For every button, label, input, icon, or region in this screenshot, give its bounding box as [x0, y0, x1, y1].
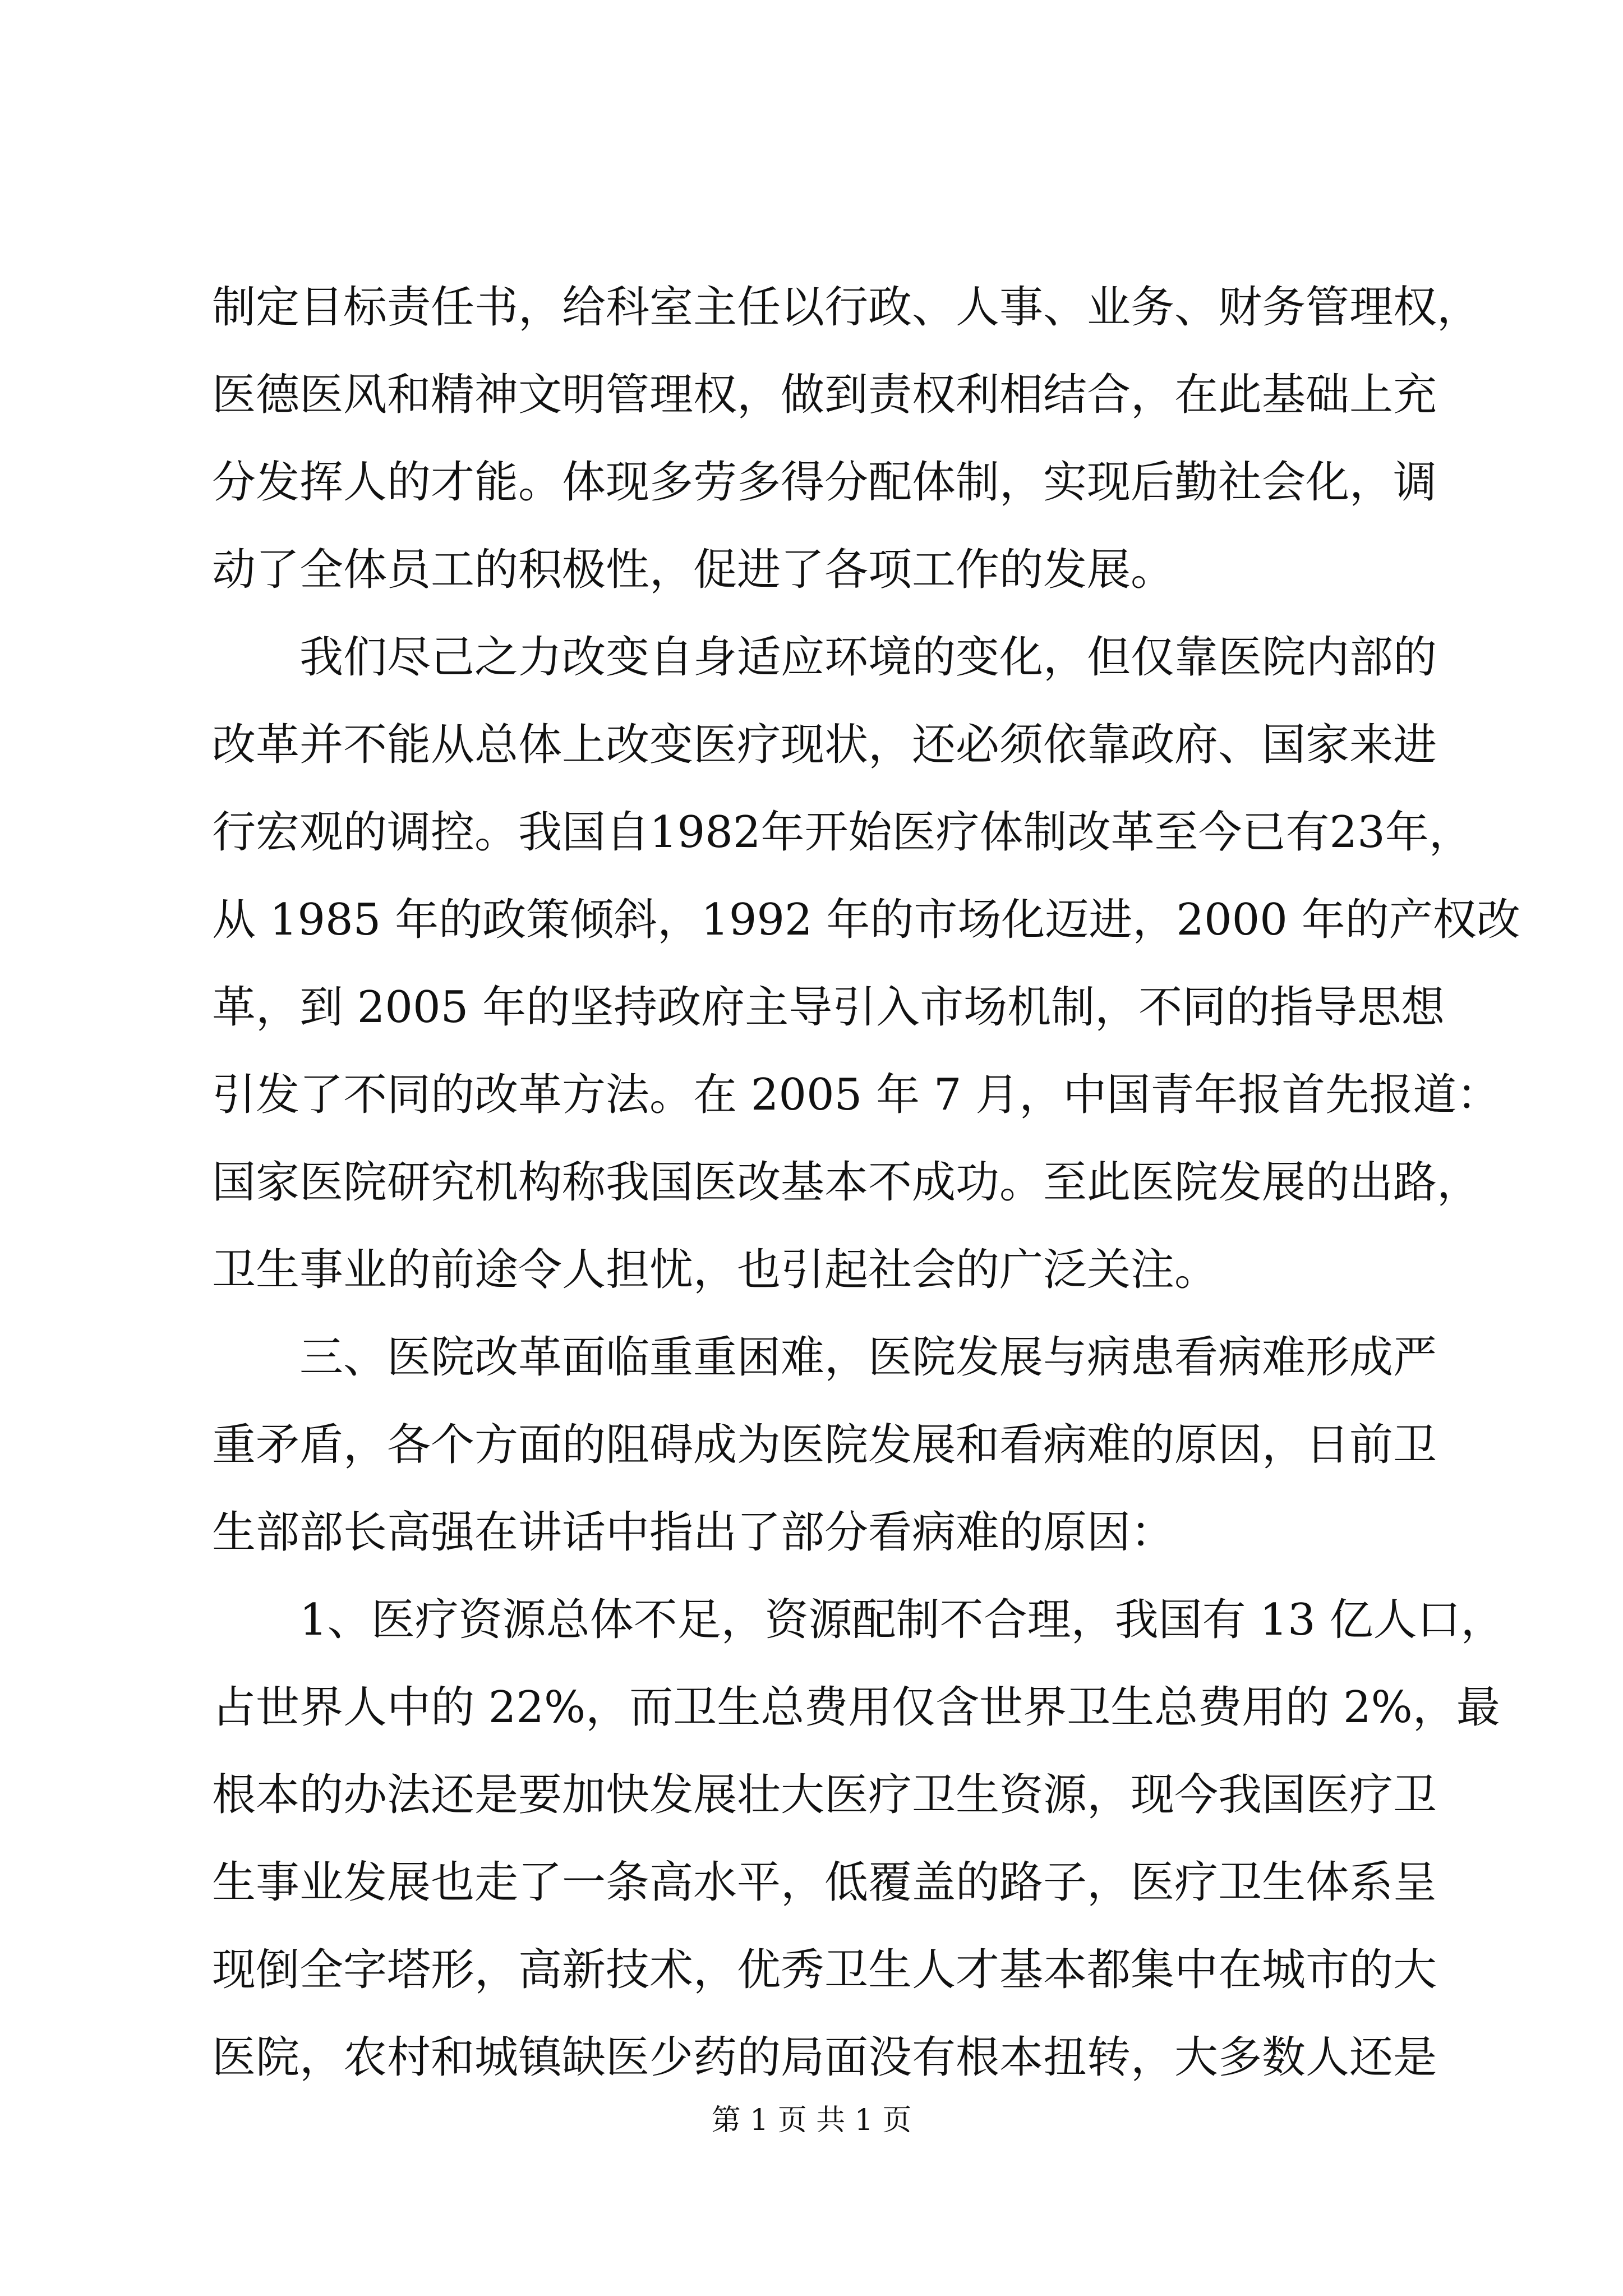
text-line: 现倒全字塔形，高新技术，优秀卫生人才基本都集中在城市的大	[212, 1945, 1437, 1995]
body-text	[212, 264, 1520, 2101]
text-line: 引发了不同的改革方法。在 2005 年 7 月，中国青年报首先报道：	[212, 1070, 1501, 1120]
text-line: 医院，农村和城镇缺医少药的局面没有根本扭转，大多数人还是	[212, 2032, 1437, 2083]
text-line: 根本的办法还是要加快发展壮大医疗卫生资源，现今我国医疗卫	[212, 1770, 1437, 1820]
text-line: 动了全体员工的积极性，促进了各项工作的发展。	[212, 545, 1175, 595]
page-footer: 第 1 页 共 1 页	[711, 2104, 912, 2137]
text-line: 革，到 2005 年的坚持政府主导引入市场机制，不同的指导思想	[212, 982, 1445, 1033]
text-line: 分发挥人的才能。体现多劳多得分配体制，实现后勤社会化，调	[212, 457, 1437, 508]
text-line: 改革并不能从总体上改变医疗现状，还必须依靠政府、国家来进	[212, 720, 1437, 770]
text-line: 从 1985 年的政策倾斜，1992 年的市场化迈进，2000 年的产权改	[212, 895, 1520, 945]
text-line: 行宏观的调控。我国自1982年开始医疗体制改革至今已有23年，	[212, 807, 1473, 858]
text-line: 卫生事业的前途令人担忧，也引起社会的广泛关注。	[212, 1245, 1219, 1295]
text-line: 占世界人中的 22%，而卫生总费用仅含世界卫生总费用的 2%，最	[212, 1682, 1500, 1733]
text-line: 生部部长高强在讲话中指出了部分看病难的原因：	[212, 1507, 1175, 1558]
text-line: 制定目标责任书，给科室主任以行政、人事、业务、财务管理权，	[212, 282, 1481, 333]
paragraph-first-line: 三、医院改革面临重重困难，医院发展与病患看病难形成严	[299, 1332, 1437, 1383]
paragraph-first-line: 我们尽己之力改变自身适应环境的变化，但仅靠医院内部的	[299, 632, 1437, 683]
text-line: 生事业发展也走了一条高水平，低覆盖的路子，医疗卫生体系呈	[212, 1857, 1437, 1908]
paragraph-first-line: 1、医疗资源总体不足，资源配制不合理，我国有 13 亿人口，	[299, 1595, 1505, 1645]
text-line: 国家医院研究机构称我国医改基本不成功。至此医院发展的出路，	[212, 1157, 1481, 1208]
text-line: 医德医风和精神文明管理权，做到责权利相结合，在此基础上充	[212, 370, 1437, 420]
text-line: 重矛盾，各个方面的阻碍成为医院发展和看病难的原因，日前卫	[212, 1420, 1437, 1470]
